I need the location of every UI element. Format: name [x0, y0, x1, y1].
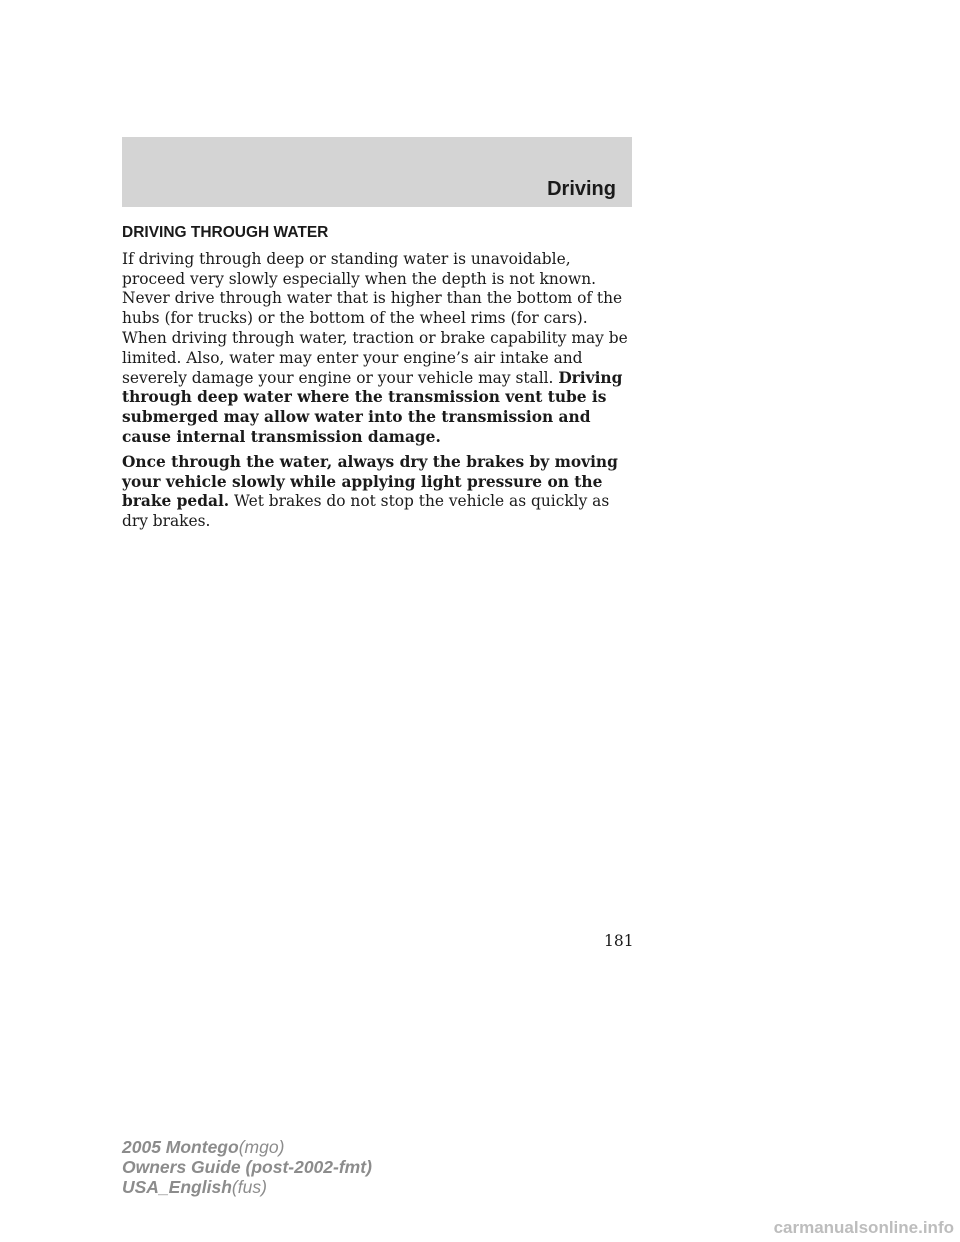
document-footer	[122, 1137, 372, 1197]
watermark: carmanualsonline.info	[773, 1218, 954, 1237]
paragraph-bold-warning: Driving through deep water where the transmission vent tube is submerged may allow water into the transmission and cause internal transmission damage.	[122, 368, 623, 446]
section-title: Driving	[547, 178, 616, 200]
footer-line-model	[122, 1137, 372, 1157]
footer-line-language	[122, 1177, 372, 1197]
section-header-band	[122, 137, 632, 207]
footer-guide: Owners Guide (post-2002-fmt)	[122, 1157, 372, 1177]
page-content	[122, 223, 637, 537]
paragraph-text: Wet brakes do not stop the vehicle as quickly as dry brakes.	[122, 492, 610, 531]
footer-model-code: (mgo)	[238, 1137, 285, 1157]
footer-model: 2005 Montego	[122, 1137, 239, 1157]
section-heading: DRIVING THROUGH WATER	[122, 224, 329, 241]
paragraph-dry-brakes	[122, 453, 637, 532]
page-number: 181	[604, 932, 634, 950]
footer-line-guide	[122, 1157, 372, 1177]
footer-language-code: (fus)	[231, 1177, 267, 1197]
paragraph-bold-instruction: Once through the water, always dry the brakes by moving your vehicle slowly while applying light pressure on the brake pedal.	[122, 452, 618, 511]
footer-language: USA_English	[122, 1177, 232, 1197]
paragraph-water-warning	[122, 250, 637, 448]
paragraph-text: If driving through deep or standing water is unavoidable, proceed very slowly especially when the depth is not known. Never drive through water that is higher than the bottom of the hubs (for trucks) or the bottom of the wheel rims (for cars). When driving through water, traction or brake capability may be limited. Also, water may enter your engine’s air intake and severely damage your engine or your vehicle may stall.	[122, 249, 628, 387]
